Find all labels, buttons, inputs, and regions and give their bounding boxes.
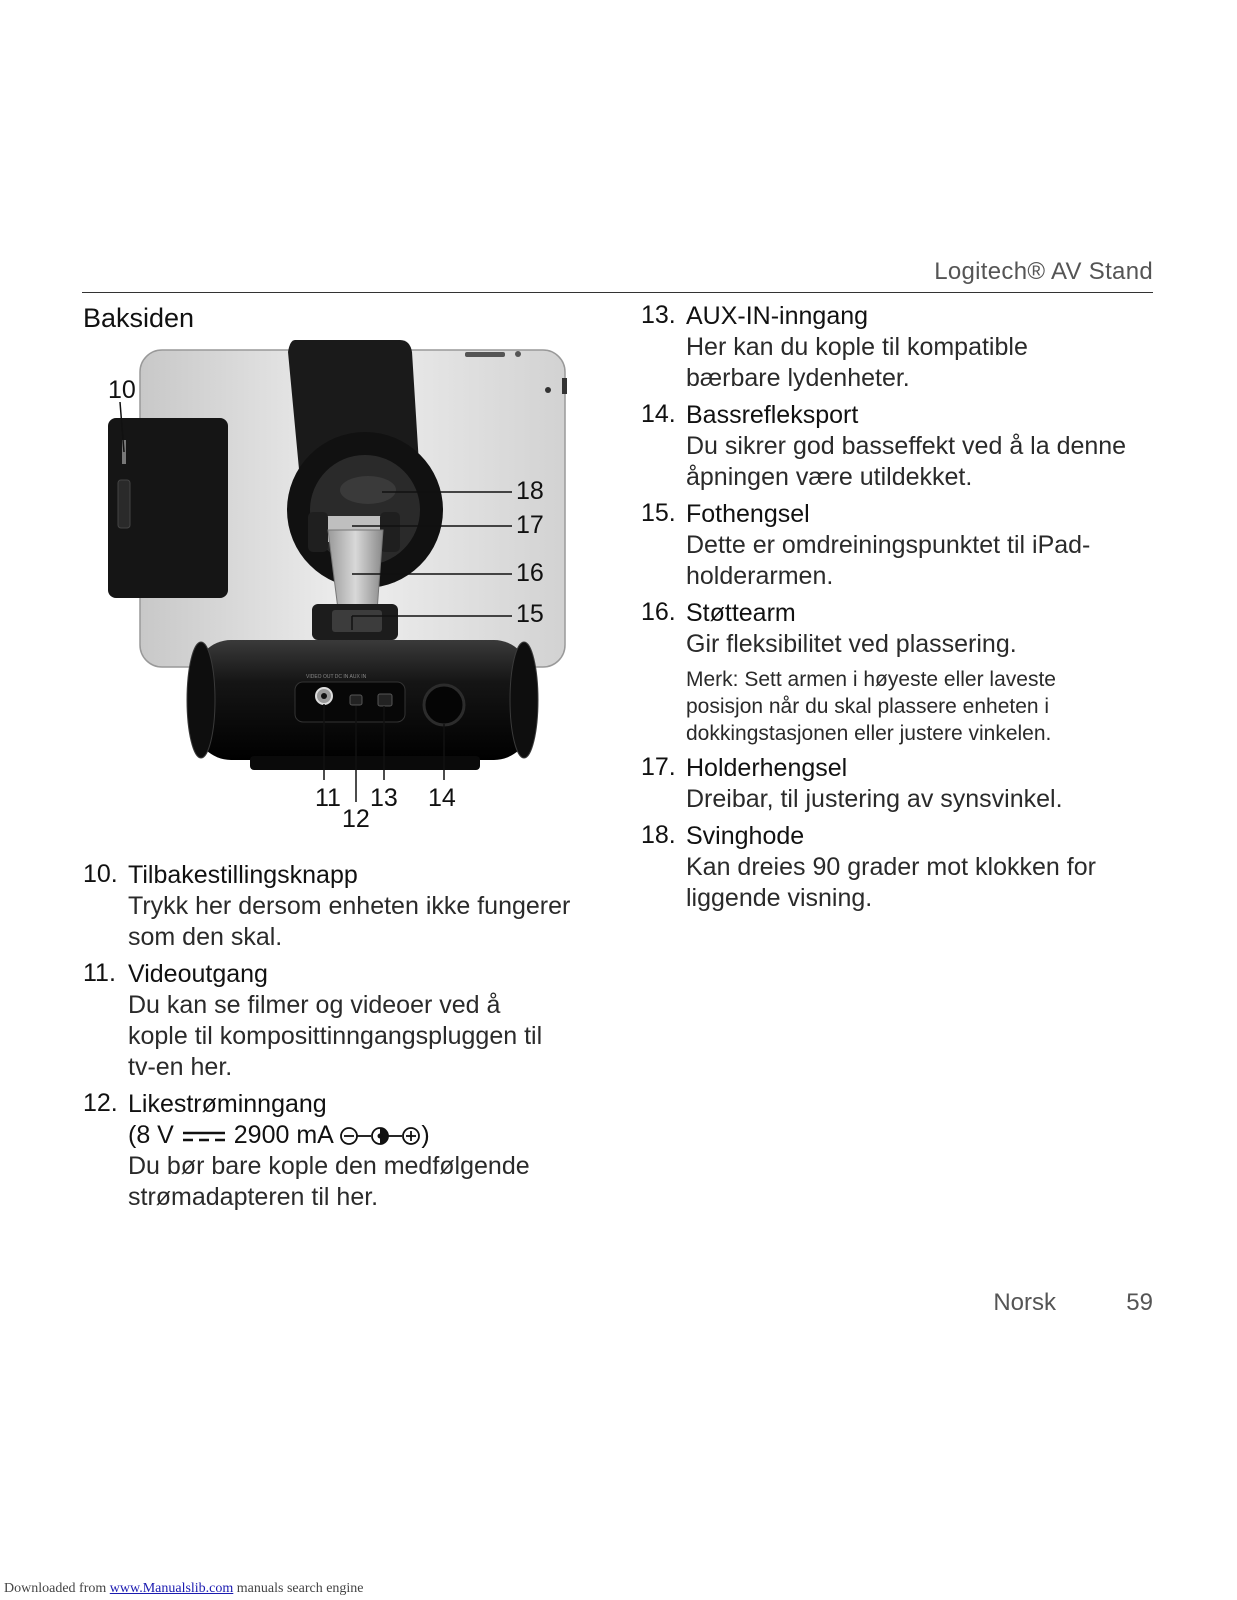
item-title: Svinghode [686,822,805,850]
callout-10: 10 [108,376,136,404]
callout-18: 18 [516,477,544,505]
list-item [641,598,1161,747]
item-title: Bassrefleksport [686,401,859,429]
item-description: Dreibar, til justering av synsvinkel. [686,785,1063,813]
download-notice [4,1581,364,1597]
item-title: AUX-IN-inngang [686,302,869,330]
item-description: Du bør bare kople den medfølgende strømadapteren til her. [128,1152,530,1211]
list-item [83,1089,623,1213]
callout-17: 17 [516,511,544,539]
manualslib-link[interactable]: www.Manualslib.com [109,1581,234,1596]
item-title: Likestrøminngang [128,1090,327,1118]
item-note: Merk: Sett armen i høyeste eller laveste posisjon når du skal plassere enheten i dokkingstasjonen eller justere vinkelen. [686,668,1056,745]
list-item [641,301,1161,394]
item-number: 11. [83,959,116,987]
list-item [641,821,1161,914]
product-rear-illustration [100,340,580,845]
item-title: Fothengsel [686,500,810,528]
item-number: 14. [641,400,676,428]
header-brand: Logitech® AV Stand [934,258,1153,285]
item-description: Du kan se filmer og videoer ved å kople til komposittinngangspluggen til tv-en her. [128,991,543,1081]
list-item [83,860,623,953]
item-description: Dette er omdreiningspunktet til iPad-holderarmen. [686,531,1091,590]
section-title: Baksiden [83,303,195,333]
polarity-symbol-icon [339,1124,421,1148]
spec-voltage: (8 V [128,1121,174,1149]
item-description: Du sikrer god basseffekt ved å la denne åpningen være utildekket. [686,432,1127,491]
callout-11: 11 [315,784,341,812]
item-number: 13. [641,301,676,329]
item-number: 12. [83,1089,118,1117]
dc-symbol-icon [181,1127,227,1145]
callout-12: 12 [342,805,370,833]
spec-close: ) [421,1121,430,1149]
item-title: Videoutgang [128,960,268,988]
callout-14: 14 [428,784,456,812]
item-description: Trykk her dersom enheten ikke fungerer som den skal. [128,892,571,951]
item-number: 18. [641,821,676,849]
item-number: 17. [641,753,676,781]
item-number: 16. [641,598,676,626]
callout-15: 15 [516,600,544,628]
power-spec [128,1120,623,1151]
download-prefix: Downloaded from [4,1581,110,1596]
header-rule [82,292,1153,293]
items-left [83,860,623,1219]
callout-16: 16 [516,559,544,587]
product-drawing [100,340,580,845]
list-item [641,753,1161,815]
item-number: 10. [83,860,118,888]
page-number: 59 [1126,1289,1153,1316]
spec-current: 2900 mA [233,1121,333,1149]
list-item [83,959,623,1083]
list-item [641,400,1161,493]
download-suffix: manuals search engine [233,1581,364,1596]
footer-language: Norsk [993,1289,1056,1316]
item-title: Støttearm [686,599,796,627]
item-description: Kan dreies 90 grader mot klokken for liggende visning. [686,853,1096,912]
item-title: Tilbakestillingsknapp [128,861,358,889]
list-item [641,499,1161,592]
item-description: Her kan du kople til kompatible bærbare lydenheter. [686,333,1028,392]
item-description: Gir fleksibilitet ved plassering. [686,630,1017,658]
callout-13: 13 [370,784,398,812]
items-right [641,301,1161,920]
item-title: Holderhengsel [686,754,848,782]
item-number: 15. [641,499,676,527]
svg-text:VIDEO OUT DC IN AUX IN: VIDEO OUT DC IN AUX IN [306,674,367,680]
